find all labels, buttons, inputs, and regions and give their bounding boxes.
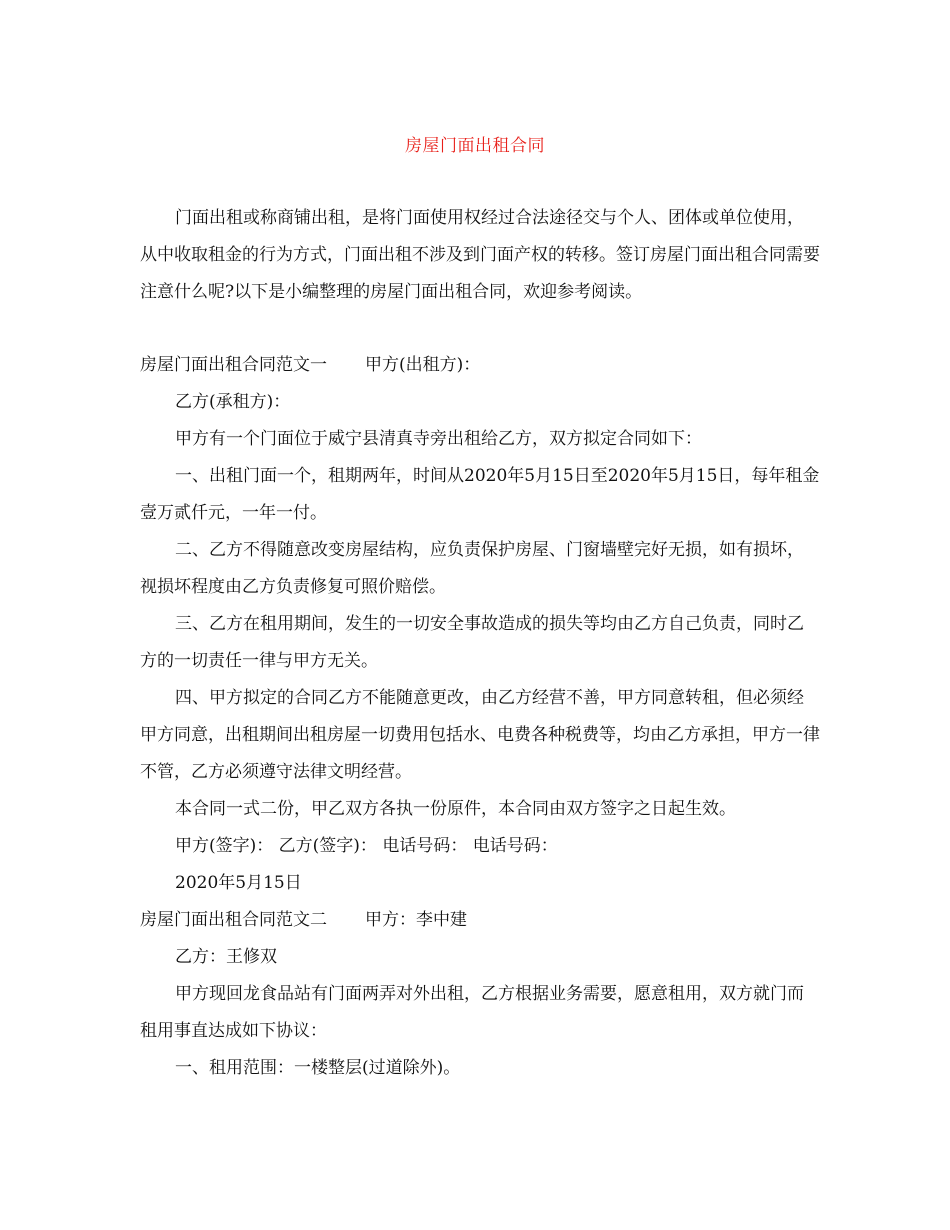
- sample1-party-a: 甲方(出租方)：: [365, 355, 481, 375]
- sample1-para-5: 四、甲方拟定的合同乙方不能随意更改，由乙方经营不善，甲方同意转租，但必须经甲方同意，出租期间出租房屋一切费用包括水、电费各种税费等，均由乙方承担，甲方一律不管，乙方必须遵守法律文明经营。: [140, 688, 820, 782]
- sample2-para-2: 一、租用范围：一楼整层(过道除外)。: [175, 1058, 461, 1078]
- sample1-date: 2020年5月15日: [175, 873, 302, 893]
- intro-paragraph: 门面出租或称商铺出租，是将门面使用权经过合法途径交与个人、团体或单位使用，从中收取租金的行为方式，门面出租不涉及到门面产权的转移。签订房屋门面出租合同需要注意什么呢?以下是小编整理的房屋门面出租合同，欢迎参考阅读。: [140, 208, 820, 302]
- sample1-signatures: 甲方(签字)： 乙方(签字)： 电话号码： 电话号码：: [175, 836, 558, 856]
- sample1-heading-line: [140, 347, 480, 384]
- sample1-para-1: 甲方有一个门面位于威宁县清真寺旁出租给乙方，双方拟定合同如下：: [175, 429, 702, 449]
- sample1-para-3: 二、乙方不得随意改变房屋结构，应负责保护房屋、门窗墙壁完好无损，如有损坏，视损坏程度由乙方负责修复可照价赔偿。: [140, 540, 804, 597]
- document-title: 房屋门面出租合同: [405, 136, 545, 156]
- sample1-para-6: 本合同一式二份，甲乙双方各执一份原件，本合同由双方签字之日起生效。: [175, 799, 736, 819]
- sample2-heading: 房屋门面出租合同范文二: [140, 910, 327, 930]
- sample2-heading-line: [140, 902, 467, 939]
- sample1-heading: 房屋门面出租合同范文一: [140, 355, 327, 375]
- sample2-party-b: 乙方：王修双: [175, 947, 277, 967]
- sample1-party-b: 乙方(承租方)：: [175, 392, 291, 412]
- sample1-para-2: 一、出租门面一个，租期两年，时间从2020年5月15日至2020年5月15日，每年租金壹万贰仟元，一年一付。: [140, 466, 820, 523]
- sample2-para-1: 甲方现回龙食品站有门面两弄对外出租，乙方根据业务需要，愿意租用，双方就门而租用事直达成如下协议：: [140, 984, 804, 1041]
- sample1-para-4: 三、乙方在租用期间，发生的一切安全事故造成的损失等均由乙方自己负责，同时乙方的一切责任一律与甲方无关。: [140, 614, 804, 671]
- sample2-party-a: 甲方：李中建: [365, 910, 467, 930]
